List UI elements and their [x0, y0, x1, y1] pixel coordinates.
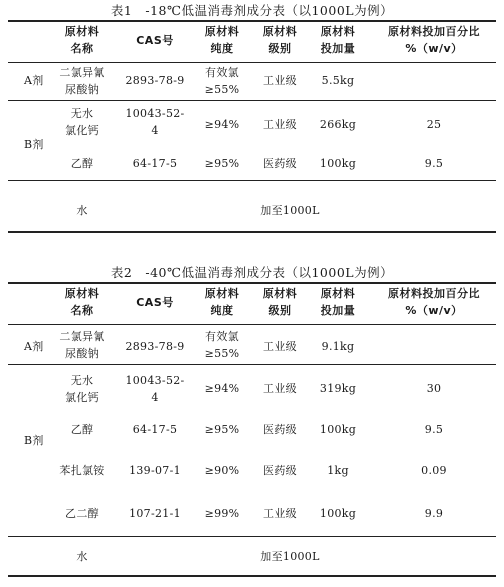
- table1-water-name: 水: [76, 204, 88, 217]
- table2-title: 表2 -40℃低温消毒剂成分表（以1000L为例）: [110, 265, 394, 280]
- table1-row1-cas: 2893-78-9: [125, 74, 185, 87]
- table2-bottom-rule: [8, 575, 496, 577]
- table2-row2-grade: 工业级: [263, 382, 297, 395]
- table1-row1-name: 二氯异氰 尿酸钠: [59, 66, 105, 96]
- table2-row5-percent: 9.9: [424, 507, 444, 520]
- table1-row2-name: 无水 氯化钙: [65, 107, 99, 137]
- table2-row5-grade: 工业级: [263, 507, 297, 520]
- table2-row4-name: 苯扎氯铵: [59, 464, 105, 477]
- table1-row-rule: [8, 100, 496, 101]
- table2-row1-purity: 有效氯 ≥55%: [204, 330, 240, 360]
- table2-header-percent: 原材料投加百分比 %（w/v）: [388, 287, 480, 317]
- table2-water-name: 水: [76, 550, 88, 563]
- table1-row1-amount: 5.5kg: [321, 74, 355, 87]
- table1-group-b-label: B剂: [24, 138, 44, 151]
- table2-row2-purity: ≥94%: [204, 382, 240, 395]
- table2-top-rule: [8, 282, 496, 284]
- table2-row2-name: 无水 氯化钙: [65, 374, 99, 404]
- table2-row4-percent: 0.09: [421, 464, 447, 477]
- table2-header-purity: 原材料 纯度: [204, 287, 240, 317]
- table2-row-rule: [8, 536, 496, 537]
- table1-top-rule: [8, 20, 496, 22]
- table1-water-value: 加至1000L: [260, 204, 320, 217]
- table2-row2-amount: 319kg: [319, 382, 357, 395]
- table1-row3-name: 乙醇: [70, 157, 94, 170]
- table1-header-rule: [8, 62, 496, 63]
- table2-row2-percent: 30: [426, 382, 442, 395]
- table2-row4-amount: 1kg: [327, 464, 349, 477]
- table1-row2-grade: 工业级: [263, 118, 297, 131]
- table1-header-percent: 原材料投加百分比 %（w/v）: [388, 25, 480, 55]
- table1-row3-percent: 9.5: [424, 157, 444, 170]
- table2-row3-grade: 医药级: [263, 423, 297, 436]
- table1-row3-grade: 医药级: [263, 157, 297, 170]
- table1-group-a-label: A剂: [24, 74, 44, 87]
- table2-row1-name: 二氯异氰 尿酸钠: [59, 330, 105, 360]
- table2-header-name: 原材料 名称: [64, 287, 100, 317]
- table2-row3-percent: 9.5: [424, 423, 444, 436]
- table2-row1-amount: 9.1kg: [321, 340, 355, 353]
- table2-header-grade: 原材料 级别: [262, 287, 298, 317]
- table2-row5-name: 乙二醇: [65, 507, 99, 520]
- table2-row5-purity: ≥99%: [204, 507, 240, 520]
- table2-header-rule: [8, 324, 496, 325]
- table1-row-rule: [8, 180, 496, 181]
- table2-row4-grade: 医药级: [263, 464, 297, 477]
- table2-row1-cas: 2893-78-9: [125, 340, 185, 353]
- table2-row3-cas: 64-17-5: [132, 423, 178, 436]
- table1-row3-amount: 100kg: [319, 157, 357, 170]
- table1-header-amount: 原材料 投加量: [320, 25, 356, 55]
- table2-header-cas: CAS号: [136, 296, 174, 309]
- table2-row3-amount: 100kg: [319, 423, 357, 436]
- table2-row4-purity: ≥90%: [204, 464, 240, 477]
- table1-row1-grade: 工业级: [263, 74, 297, 87]
- table2-row5-cas: 107-21-1: [129, 507, 181, 520]
- table1-title: 表1 -18℃低温消毒剂成分表（以1000L为例）: [110, 3, 394, 18]
- table2-group-a-label: A剂: [24, 340, 44, 353]
- table2-row-rule: [8, 364, 496, 365]
- table2-header-amount: 原材料 投加量: [320, 287, 356, 317]
- table1-row2-amount: 266kg: [319, 118, 357, 131]
- table2-water-value: 加至1000L: [260, 550, 320, 563]
- table1-header-cas: CAS号: [136, 34, 174, 47]
- table2-group-b-label: B剂: [24, 434, 44, 447]
- table2-row2-cas: 10043-52- 4: [125, 374, 185, 404]
- table2-row5-amount: 100kg: [319, 507, 357, 520]
- table1-header-grade: 原材料 级别: [262, 25, 298, 55]
- table1-row2-cas: 10043-52- 4: [125, 107, 185, 137]
- table1-row1-purity: 有效氯 ≥55%: [204, 66, 240, 96]
- table1-bottom-rule: [8, 231, 496, 233]
- table2-row3-name: 乙醇: [70, 423, 94, 436]
- table1-row2-percent: 25: [426, 118, 442, 131]
- table1-header-name: 原材料 名称: [64, 25, 100, 55]
- table2-row4-cas: 139-07-1: [129, 464, 181, 477]
- table2-row3-purity: ≥95%: [204, 423, 240, 436]
- table2-row1-grade: 工业级: [263, 340, 297, 353]
- table1-row3-purity: ≥95%: [204, 157, 240, 170]
- table1-row2-purity: ≥94%: [204, 118, 240, 131]
- table1-header-purity: 原材料 纯度: [204, 25, 240, 55]
- table1-row3-cas: 64-17-5: [132, 157, 178, 170]
